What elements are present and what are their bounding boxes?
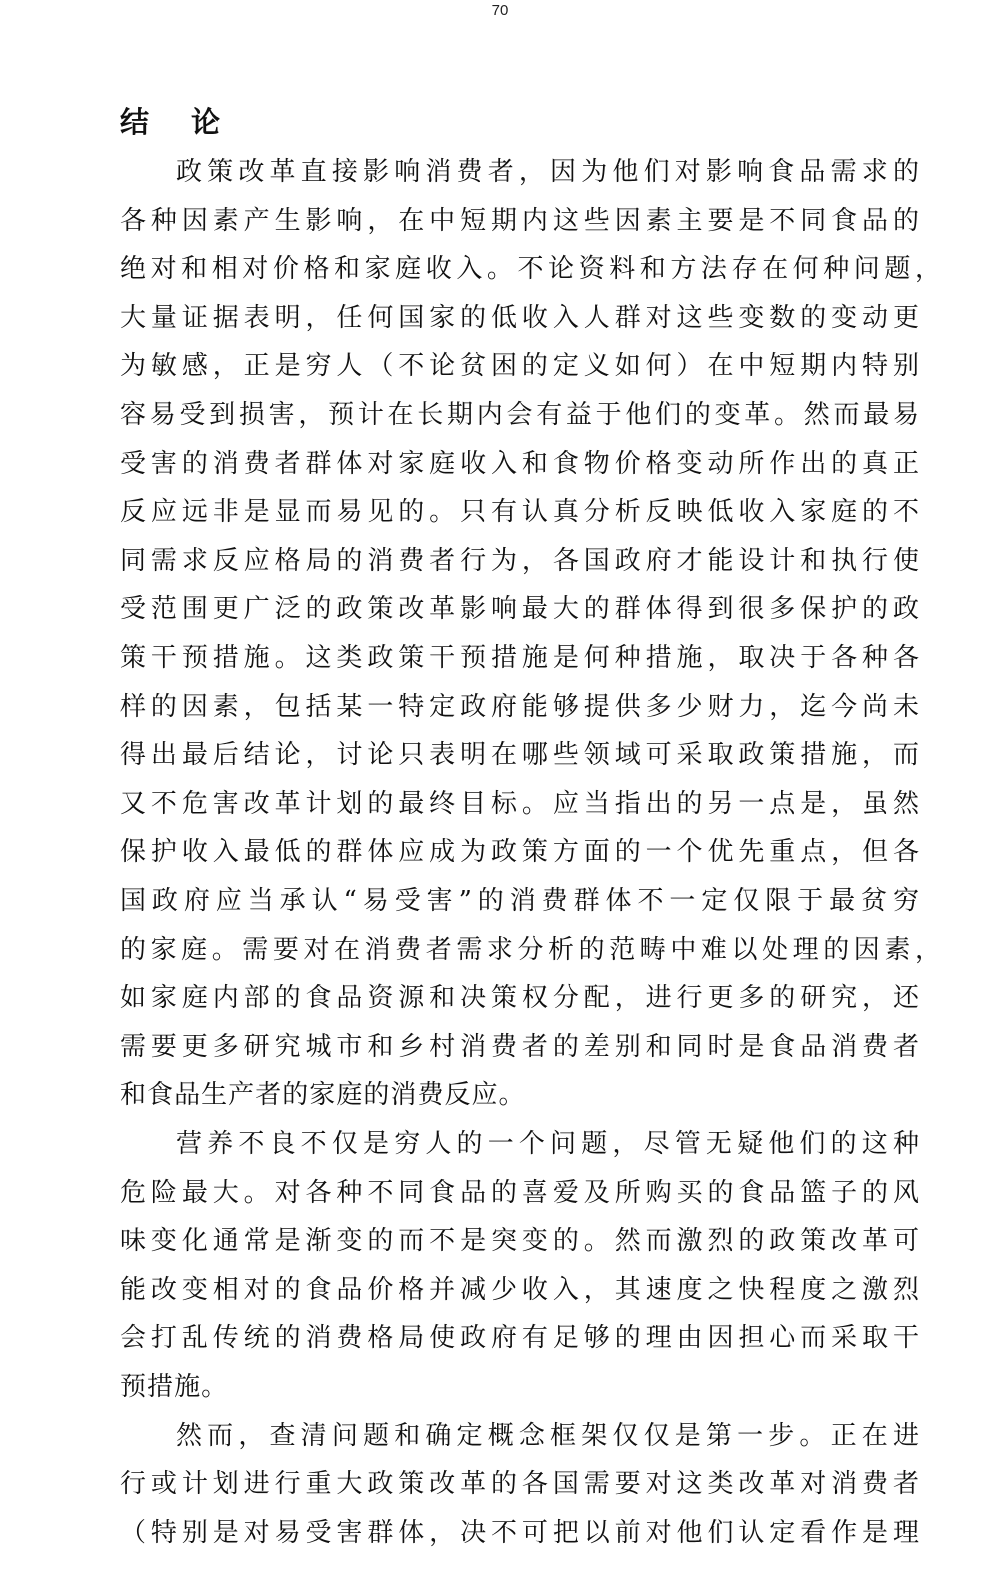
text-line: 保护收入最低的群体应成为政策方面的一个优先重点，但各 [120,837,920,868]
section-heading: 结 论 [120,105,236,139]
text-line: 营养不良不仅是穷人的一个问题，尽管无疑他们的这种 [176,1129,920,1159]
text-line: 受范围更广泛的政策改革影响最大的群体得到很多保护的政 [120,594,920,625]
text-line: 会打乱传统的消费格局使政府有足够的理由因担心而采取干 [120,1323,920,1354]
text-line: 的家庭。需要对在消费者需求分析的范畴中难以处理的因素， [120,934,942,965]
text-line: （特别是对易受害群体，决不可把以前对他们认定看作是理 [120,1517,920,1548]
text-line: 然而，查清问题和确定概念框架仅仅是第一步。正在进 [176,1420,920,1451]
page-number: 70 [491,2,509,19]
text-line: 味变化通常是渐变的而不是突变的。然而激烈的政策改革可 [120,1226,920,1257]
text-line: 政策改革直接影响消费者，因为他们对影响食品需求的 [176,157,920,187]
text-line: 受害的消费者群体对家庭收入和食物价格变动所作出的真正 [120,448,920,479]
text-line: 绝对和相对价格和家庭收入。不论资料和方法存在何种问题， [120,254,942,285]
text-line: 如家庭内部的食品资源和决策权分配，进行更多的研究，还 [120,983,920,1014]
text-line: 为敏感，正是穷人（不论贫困的定义如何）在中短期内特别 [120,351,920,382]
text-line: 又不危害改革计划的最终目标。应当指出的另一点是，虽然 [120,788,920,819]
text-line: 同需求反应格局的消费者行为，各国政府才能设计和执行使 [120,545,920,576]
text-line: 得出最后结论，讨论只表明在哪些领域可采取政策措施，而 [120,740,920,771]
text-line: 国政府应当承认“易受害”的消费群体不一定仅限于最贫穷 [120,886,920,916]
text-line: 容易受到损害，预计在长期内会有益于他们的变革。然而最易 [120,400,920,430]
text-line: 大量证据表明，任何国家的低收入人群对这些变数的变动更 [120,302,920,333]
text-line: 反应远非是显而易见的。只有认真分析反映低收入家庭的不 [120,497,920,528]
text-line: 危险最大。对各种不同食品的喜爱及所购买的食品篮子的风 [120,1177,920,1208]
text-line: 各种因素产生影响，在中短期内这些因素主要是不同食品的 [120,205,920,236]
text-line: 预措施。 [120,1372,229,1402]
text-line: 样的因素，包括某一特定政府能够提供多少财力，迄今尚未 [120,691,920,722]
text-line: 策干预措施。这类政策干预措施是何种措施，取决于各种各 [120,643,920,673]
text-line: 需要更多研究城市和乡村消费者的差别和同时是食品消费者 [120,1031,920,1062]
text-line: 行或计划进行重大政策改革的各国需要对这类改革对消费者 [120,1469,920,1500]
text-line: 能改变相对的食品价格并减少收入，其速度之快程度之激烈 [120,1274,920,1305]
text-line: 和食品生产者的家庭的消费反应。 [120,1080,526,1111]
